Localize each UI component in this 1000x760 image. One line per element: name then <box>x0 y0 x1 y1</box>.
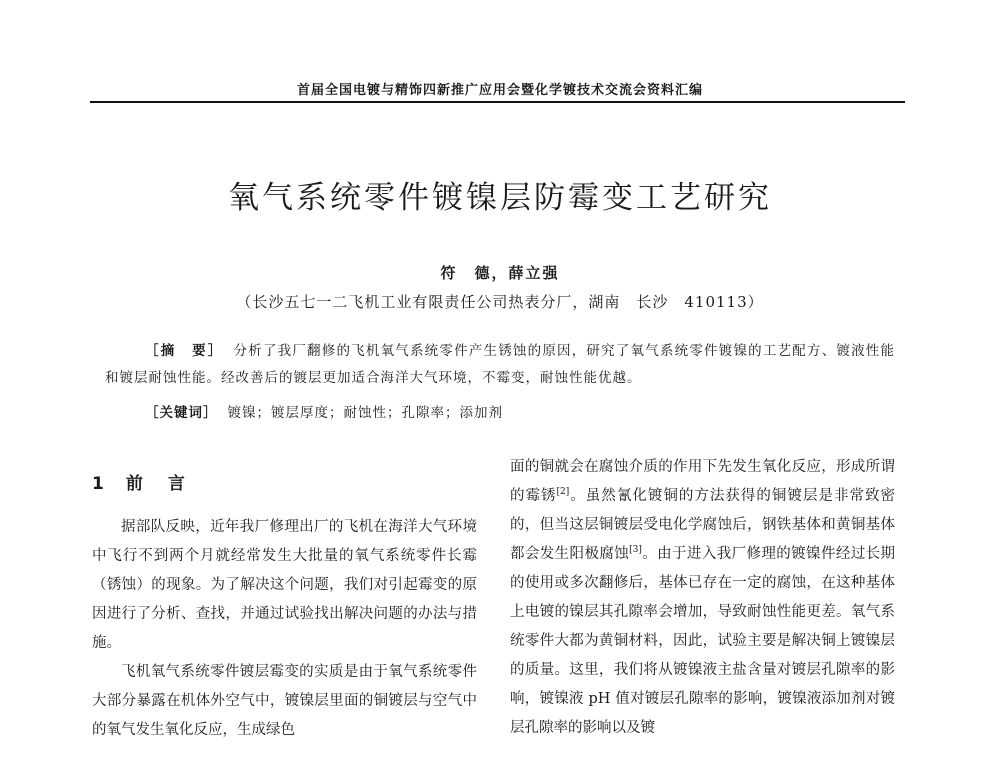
section-title: 前 言 <box>125 474 189 494</box>
abstract <box>105 338 895 392</box>
section-heading <box>92 470 477 499</box>
paper-title: 氧气系统零件镀镍层防霉变工艺研究 <box>228 180 772 216</box>
keywords-text: 镀镍；镀层厚度；耐蚀性；孔隙率；添加剂 <box>227 405 503 421</box>
abstract-label: ［摘 要］ <box>145 343 224 359</box>
body-paragraph-2: 飞机氧气系统零件镀层霉变的实质是由于氧气系统零件大部分暴露在机体外空气中，镀镍层里面的铜镀层与空气中的氧气发生氧化反应，生成绿色 <box>92 664 477 738</box>
right-text-seg2: 。虽然氰化镀铜的方法获得的铜镀层是非常致密的，但当这层铜镀层受电化学腐蚀后，钢铁基体和黄铜基体都会发生阳极腐蚀 <box>510 488 895 562</box>
citation-2: [2] <box>556 487 570 498</box>
keywords-label: ［关键词］ <box>145 405 218 421</box>
header-rule <box>90 101 905 103</box>
body-paragraph-3 <box>510 453 895 743</box>
right-column <box>510 453 895 743</box>
body-paragraph-1: 据部队反映，近年我厂修理出厂的飞机在海洋大气环境中飞行不到两个月就经常发生大批量的氧气系统零件长霉（锈蚀）的现象。为了解决这个问题，我们对引起霉变的原因进行了分析、查找，并通过试验找出解决问题的办法与措施。 <box>92 519 477 651</box>
affiliation: （长沙五七一二飞机工业有限责任公司热表分厂，湖南 长沙 410113） <box>236 293 764 311</box>
citation-3: [3] <box>629 545 642 556</box>
abstract-text: 分析了我厂翻修的飞机氧气系统零件产生锈蚀的原因，研究了氧气系统零件镀镍的工艺配方、镀液性能和镀层耐蚀性能。经改善后的镀层更加适合海洋大气环境，不霉变，耐蚀性能优越。 <box>105 343 896 386</box>
right-text-seg3: 。由于进入我厂修理的镀镍件经过长期的使用或多次翻修后，基体已存在一定的腐蚀，在这种基体上电镀的镍层其孔隙率会增加，导致耐蚀性能更差。氧气系统零件大都为黄铜材料，因此，试验主要是解决铜上镀镍层的质量。这里，我们将从镀镍液主盐含量对镀层孔隙率的影响，镀镍液 pH 值对镀层孔隙率的影响，镀镍液添加剂对镀层孔隙率的影响以及镀 <box>510 546 896 736</box>
section-number: 1 <box>92 474 108 494</box>
authors: 符 德，薛立强 <box>440 264 560 282</box>
keywords <box>145 400 503 427</box>
left-column <box>92 470 477 745</box>
right-text-seg1: 面的铜就会在腐蚀介质的作用下先发生氧化反应，形成所谓的霉锈 <box>510 459 895 504</box>
running-head: 首届全国电镀与精饰四新推广应用会暨化学镀技术交流会资料汇编 <box>296 83 703 98</box>
